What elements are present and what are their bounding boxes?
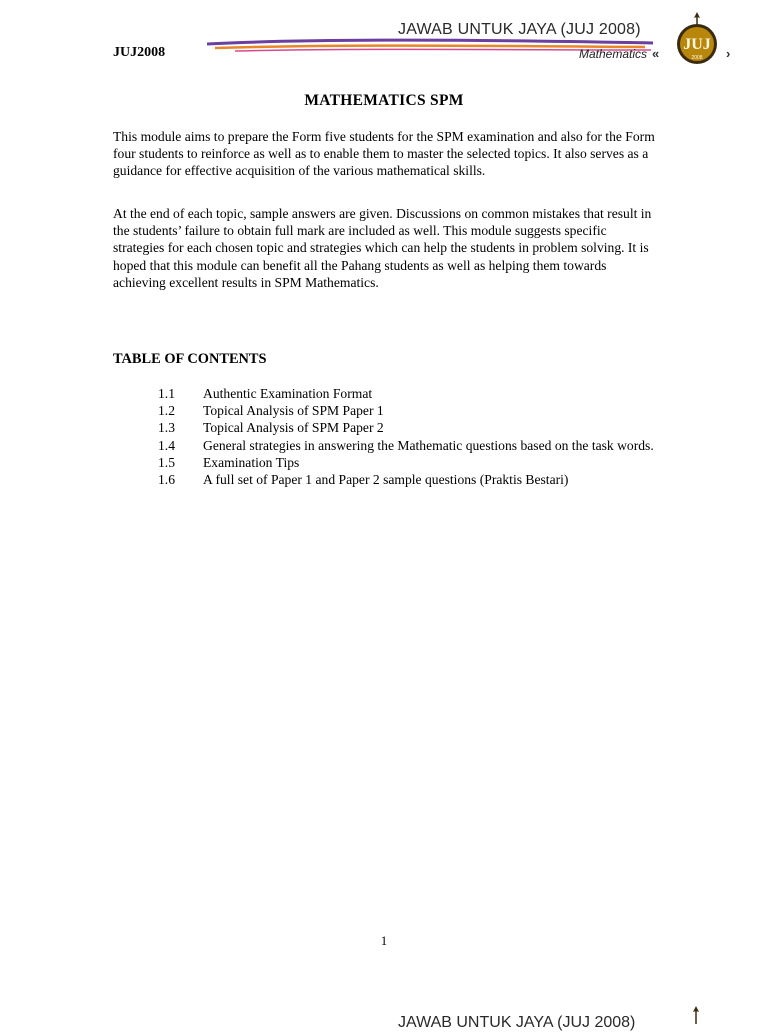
toc-item bbox=[158, 419, 655, 436]
header-code: JUJ2008 bbox=[113, 45, 166, 60]
footer-title: JAWAB UNTUK JAYA (JUJ 2008) bbox=[398, 1014, 636, 1031]
header-title: JAWAB UNTUK JAYA (JUJ 2008) bbox=[398, 21, 641, 38]
toc-item bbox=[158, 454, 655, 471]
toc-item bbox=[158, 385, 655, 402]
toc-item-number: 1.5 bbox=[158, 454, 175, 470]
document-title: MATHEMATICS SPM bbox=[304, 92, 464, 109]
toc-heading: TABLE OF CONTENTS bbox=[113, 351, 267, 367]
header-subject: Mathematics bbox=[579, 47, 648, 61]
toc-item-number: 1.3 bbox=[158, 420, 175, 436]
intro-paragraph: This module aims to prepare the Form five students for the SPM examination and also for the Form four students to reinforce as well as to enable them to master the selected topics. It also serves as a guidance for effective acquisition of the various mathematical skills. bbox=[113, 129, 655, 179]
footer-logo-spire-icon bbox=[688, 1006, 704, 1024]
toc-item-text: Topical Analysis of SPM Paper 2 bbox=[203, 420, 384, 436]
toc-item-text: Topical Analysis of SPM Paper 1 bbox=[203, 403, 384, 419]
chevron-left-icon: « bbox=[652, 46, 660, 61]
toc-item bbox=[158, 402, 655, 419]
toc-item-text: Examination Tips bbox=[203, 454, 300, 470]
summary-paragraph: At the end of each topic, sample answers are given. Discussions on common mistakes that result in the students’ failure to obtain full mark are included as well. This module suggests specific strategies for each chosen topic and strategies which can help the students in problem solving. It is hoped that this module can benefit all the Pahang students as well as helping them towards achieving excellent results in SPM Mathematics. bbox=[113, 206, 652, 290]
toc-list bbox=[158, 385, 655, 488]
toc-item-number: 1.4 bbox=[158, 437, 175, 453]
toc-item-number: 1.1 bbox=[158, 386, 175, 401]
svg-text:JUJ: JUJ bbox=[683, 36, 711, 53]
toc-item bbox=[158, 471, 655, 488]
chevron-right-icon: › bbox=[726, 46, 731, 61]
page-number: 1 bbox=[380, 934, 388, 948]
toc-item bbox=[158, 437, 655, 454]
toc-item-text: A full set of Paper 1 and Paper 2 sample questions (Praktis Bestari) bbox=[203, 472, 569, 488]
juj-logo bbox=[673, 12, 721, 66]
page-header bbox=[0, 0, 768, 80]
toc-item-text: General strategies in answering the Mathematic questions based on the task words. bbox=[203, 437, 654, 453]
svg-text:2008: 2008 bbox=[691, 55, 703, 61]
toc-item-text: Authentic Examination Format bbox=[203, 386, 373, 401]
toc-item-number: 1.2 bbox=[158, 403, 175, 419]
toc-item-number: 1.6 bbox=[158, 472, 175, 488]
